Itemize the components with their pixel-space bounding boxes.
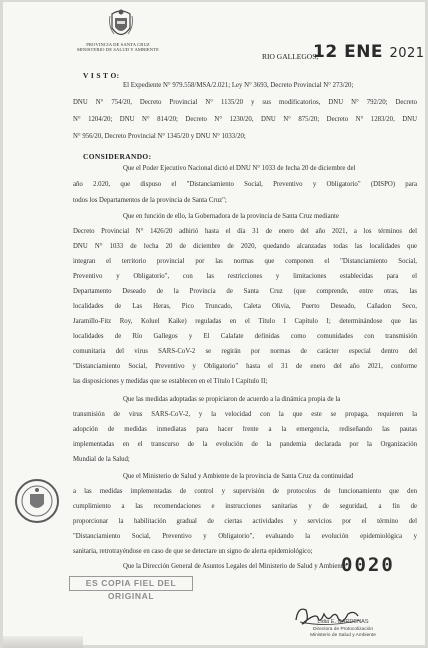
document-page — [3, 2, 425, 645]
considerando-line: Que el Poder Ejecutivo Nacional dictó el DNU N° 1033 de fecha 20 de diciembre del — [123, 165, 356, 172]
considerando-line: integran el territorio provincial por las normas que componen el "Distanciamiento Social, — [73, 258, 417, 265]
header-province: PROVINCIA DE SANTA CRUZ — [86, 42, 150, 47]
considerando-line: Que en función de ello, la Gobernadora de la provincia de Santa Cruz mediante — [123, 213, 339, 220]
visto-line: N° 1204/20; DNU N° 814/20; Decreto N° 1230/20, DNU N° 875/20; Decreto N° 1283/20, DNU — [73, 116, 417, 123]
considerando-label: CONSIDERANDO: — [83, 152, 152, 161]
certified-copy-stamp: ES COPIA FIEL DEL ORIGINAL — [69, 576, 193, 591]
header-ministry: MINISTERIO DE SALUD Y AMBIENTE — [76, 47, 160, 52]
considerando-line: Jaramillo-Fitz Roy, Koluel Kaike) reguladas en el Título I Capítulo I; determinándose que las — [73, 318, 417, 325]
visto-label: V I S T O: — [83, 71, 120, 80]
considerando-line: Preventivo y Obligatorio", con las restricciones y limitaciones establecidas para el — [73, 273, 417, 280]
considerando-line: Departamento Deseado de la Provincia de Santa Cruz (que comprende, entre otras, las — [73, 288, 417, 295]
considerando-line: Que las medidas adoptadas se propiciaron de acuerdo a la dinámica propia de la — [123, 396, 341, 403]
considerando-line: todos los Departamentos de la provincia de Santa Cruz"; — [73, 197, 227, 204]
considerando-line: "Distanciamiento Social, Preventivo y Obligatorio" hasta el 31 de enero del año 2021, conforme — [73, 363, 417, 370]
considerando-line: cumplimiento a las recomendaciones e instrucciones sanitarias y de seguridad, a fin de — [73, 503, 417, 510]
visto-line: DNU N° 754/20, Decreto Provincial N° 1135/20 y sus modificatorios, DNU N° 792/20; Decreto — [73, 99, 417, 106]
signer-role: Directora de Protocolización — [313, 627, 373, 632]
resolution-number: 0020 — [341, 554, 395, 576]
province-crest-icon — [108, 8, 134, 42]
considerando-line: transmisión de virus SARS-CoV-2, y la velocidad con la que este se propaga, requieren la — [73, 411, 417, 418]
considerando-line: a las medidas implementadas de control y supervisión de protocolos de funcionamiento que den — [73, 488, 417, 495]
considerando-line: localidades de Las Heras, Pico Truncado, Caleta Olivia, Puerto Deseado, Cañadon Seco, — [73, 303, 417, 310]
considerando-line: proporcionar la habilitación gradual de ciertas actividades y servicios por el término del — [73, 518, 417, 525]
considerando-line: DNU N° 1033 de fecha 20 de diciembre de 2020, quedando alcanzadas todas las localidades que — [73, 243, 417, 250]
considerando-line: localidades de Río Gallegos y El Calafate definidas como comunidades con transmisión — [73, 333, 417, 340]
considerando-line: Que la Dirección General de Asuntos Legales del Ministerio de Salud y Ambiente — [123, 563, 346, 570]
signer-ministry: Ministerio de Salud y Ambiente — [310, 633, 376, 638]
signer-name: Lidia E. CARDENAS — [317, 619, 369, 625]
considerando-line: Que el Ministerio de Salud y Ambiente de la provincia de Santa Cruz da continuidad — [123, 473, 354, 480]
considerando-line: Decreto Provincial N° 1426/20 adhirió hasta el día 31 de enero del año 2021, a los términos del — [73, 228, 417, 235]
date-stamp-year: 2021 — [389, 46, 425, 61]
considerando-line: sanitaria, retrotrayéndose en caso de que se detectare un signo de alerta epidemiológico; — [73, 548, 313, 555]
considerando-line: comunitaria del virus SARS-CoV-2 se regirán por normas de carácter especial dentro del — [73, 348, 417, 355]
considerando-line: implementadas en el transcurso de la evolución de la pandemia declarada por la Organización — [73, 441, 417, 448]
considerando-line: Mundial de la Salud; — [73, 456, 130, 463]
considerando-line: las disposiciones y medidas que se establecen en el Título I Capítulo II; — [73, 378, 268, 385]
date-stamp — [313, 42, 425, 62]
considerando-line: "Distanciamiento Social, Preventivo y Obligatorio", evaluando la evolución epidemiológica y — [73, 533, 417, 540]
page-shadow-corner — [3, 636, 83, 648]
date-place: RIO GALLEGOS, — [262, 52, 319, 61]
visto-line: N° 956/20, Decreto Provincial N° 1345/20 y DNU N° 1033/20; — [73, 133, 246, 140]
official-seal-icon — [14, 478, 60, 524]
considerando-line: año 2.020, que dispuso el "Distanciamiento Social, Preventivo y Obligatorio" (DISPO) para — [73, 181, 417, 188]
visto-line: El Expediente N° 979.558/MSA/2.021; Ley N° 3693, Decreto Provincial N° 273/20; — [123, 82, 354, 89]
date-stamp-day-month: 12 ENE — [313, 42, 384, 62]
considerando-line: adopción de medidas inmediatas para hacer frente a la emergencia, rediseñando las pautas — [73, 426, 417, 433]
